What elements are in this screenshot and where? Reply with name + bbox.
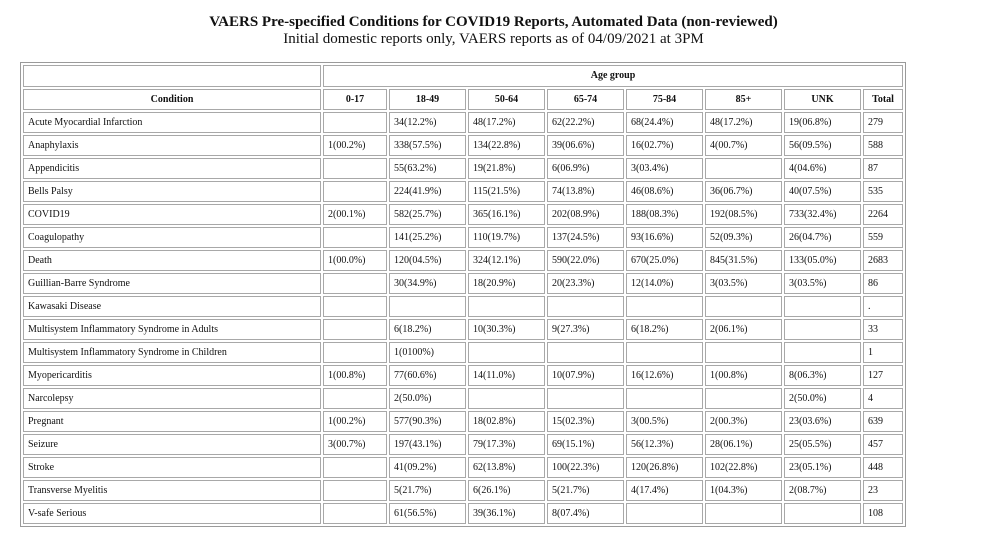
cell-age-0-17	[323, 181, 387, 202]
column-header-85-plus: 85+	[705, 89, 782, 110]
cell-age-65-74: 15(02.3%)	[547, 411, 624, 432]
cell-age-75-84	[626, 342, 703, 363]
cell-condition: COVID19	[23, 204, 321, 225]
cell-age-18-49: 30(34.9%)	[389, 273, 466, 294]
cell-age-65-74: 9(27.3%)	[547, 319, 624, 340]
cell-age-75-84: 120(26.8%)	[626, 457, 703, 478]
cell-age-75-84: 68(24.4%)	[626, 112, 703, 133]
cell-age-75-84: 12(14.0%)	[626, 273, 703, 294]
cell-age-50-64: 48(17.2%)	[468, 112, 545, 133]
cell-age-65-74	[547, 388, 624, 409]
cell-age-50-64: 19(21.8%)	[468, 158, 545, 179]
table-row	[23, 296, 903, 317]
column-header-65-74: 65-74	[547, 89, 624, 110]
cell-total: 448	[863, 457, 903, 478]
cell-age-85-plus: 1(04.3%)	[705, 480, 782, 501]
cell-age-0-17	[323, 457, 387, 478]
cell-condition: Kawasaki Disease	[23, 296, 321, 317]
cell-age-85-plus: 28(06.1%)	[705, 434, 782, 455]
cell-age-50-64: 134(22.8%)	[468, 135, 545, 156]
cell-condition: Pregnant	[23, 411, 321, 432]
cell-age-18-49: 34(12.2%)	[389, 112, 466, 133]
cell-age-18-49: 224(41.9%)	[389, 181, 466, 202]
cell-age-75-84	[626, 296, 703, 317]
column-header-unk: UNK	[784, 89, 861, 110]
column-header-18-49: 18-49	[389, 89, 466, 110]
cell-age-18-49: 6(18.2%)	[389, 319, 466, 340]
cell-age-18-49: 5(21.7%)	[389, 480, 466, 501]
cell-age-unk	[784, 296, 861, 317]
cell-age-18-49: 577(90.3%)	[389, 411, 466, 432]
age-group-header: Age group	[323, 65, 903, 87]
cell-total: 33	[863, 319, 903, 340]
cell-age-unk: 25(05.5%)	[784, 434, 861, 455]
cell-age-85-plus	[705, 342, 782, 363]
table-row	[23, 434, 903, 455]
cell-age-75-84: 16(12.6%)	[626, 365, 703, 386]
cell-age-0-17	[323, 319, 387, 340]
cell-age-unk: 19(06.8%)	[784, 112, 861, 133]
cell-condition: Death	[23, 250, 321, 271]
table-row	[23, 204, 903, 225]
cell-age-50-64: 10(30.3%)	[468, 319, 545, 340]
cell-age-50-64: 365(16.1%)	[468, 204, 545, 225]
table-row	[23, 227, 903, 248]
cell-age-65-74: 10(07.9%)	[547, 365, 624, 386]
cell-age-0-17: 3(00.7%)	[323, 434, 387, 455]
cell-age-85-plus	[705, 388, 782, 409]
cell-age-85-plus: 3(03.5%)	[705, 273, 782, 294]
cell-age-65-74: 39(06.6%)	[547, 135, 624, 156]
cell-age-65-74: 62(22.2%)	[547, 112, 624, 133]
cell-age-0-17	[323, 503, 387, 524]
cell-age-18-49: 55(63.2%)	[389, 158, 466, 179]
cell-age-0-17: 1(00.0%)	[323, 250, 387, 271]
cell-age-65-74: 8(07.4%)	[547, 503, 624, 524]
cell-total: 639	[863, 411, 903, 432]
cell-age-0-17: 1(00.2%)	[323, 411, 387, 432]
cell-condition: Seizure	[23, 434, 321, 455]
cell-age-75-84: 3(03.4%)	[626, 158, 703, 179]
cell-age-65-74: 5(21.7%)	[547, 480, 624, 501]
cell-total: .	[863, 296, 903, 317]
cell-condition: Guillian-Barre Syndrome	[23, 273, 321, 294]
cell-age-unk: 40(07.5%)	[784, 181, 861, 202]
cell-age-85-plus: 102(22.8%)	[705, 457, 782, 478]
cell-condition: Stroke	[23, 457, 321, 478]
cell-age-18-49: 41(09.2%)	[389, 457, 466, 478]
column-header-condition: Condition	[23, 89, 321, 110]
cell-age-0-17	[323, 296, 387, 317]
cell-total: 87	[863, 158, 903, 179]
cell-age-18-49: 582(25.7%)	[389, 204, 466, 225]
cell-age-unk: 3(03.5%)	[784, 273, 861, 294]
cell-condition: Acute Myocardial Infarction	[23, 112, 321, 133]
cell-total: 1	[863, 342, 903, 363]
cell-total: 108	[863, 503, 903, 524]
cell-age-unk: 4(04.6%)	[784, 158, 861, 179]
cell-age-50-64	[468, 342, 545, 363]
cell-age-65-74: 202(08.9%)	[547, 204, 624, 225]
cell-age-unk: 8(06.3%)	[784, 365, 861, 386]
cell-age-unk: 23(05.1%)	[784, 457, 861, 478]
cell-age-0-17: 2(00.1%)	[323, 204, 387, 225]
table-row	[23, 250, 903, 271]
cell-age-18-49: 141(25.2%)	[389, 227, 466, 248]
cell-age-0-17	[323, 388, 387, 409]
cell-condition: Appendicitis	[23, 158, 321, 179]
cell-age-85-plus: 2(06.1%)	[705, 319, 782, 340]
cell-condition: Multisystem Inflammatory Syndrome in Children	[23, 342, 321, 363]
table-row	[23, 181, 903, 202]
table-row	[23, 319, 903, 340]
cell-age-unk: 2(50.0%)	[784, 388, 861, 409]
cell-age-50-64: 110(19.7%)	[468, 227, 545, 248]
cell-age-65-74	[547, 296, 624, 317]
table-row	[23, 388, 903, 409]
page-title: VAERS Pre-specified Conditions for COVID19 Reports, Automated Data (non-reviewed)	[209, 14, 778, 30]
cell-total: 2683	[863, 250, 903, 271]
table-row	[23, 273, 903, 294]
cell-age-85-plus: 192(08.5%)	[705, 204, 782, 225]
cell-age-0-17: 1(00.2%)	[323, 135, 387, 156]
conditions-table	[20, 62, 906, 527]
cell-age-50-64: 324(12.1%)	[468, 250, 545, 271]
cell-total: 279	[863, 112, 903, 133]
cell-age-unk: 56(09.5%)	[784, 135, 861, 156]
cell-age-85-plus: 52(09.3%)	[705, 227, 782, 248]
cell-total: 588	[863, 135, 903, 156]
cell-age-0-17	[323, 227, 387, 248]
cell-age-50-64: 115(21.5%)	[468, 181, 545, 202]
cell-age-85-plus: 845(31.5%)	[705, 250, 782, 271]
cell-condition: Transverse Myelitis	[23, 480, 321, 501]
cell-age-65-74	[547, 342, 624, 363]
cell-condition: Anaphylaxis	[23, 135, 321, 156]
cell-age-18-49: 1(0100%)	[389, 342, 466, 363]
page-subtitle: Initial domestic reports only, VAERS reports as of 04/09/2021 at 3PM	[283, 31, 704, 47]
cell-age-50-64: 18(20.9%)	[468, 273, 545, 294]
table-row	[23, 158, 903, 179]
cell-age-65-74: 20(23.3%)	[547, 273, 624, 294]
cell-age-75-84: 188(08.3%)	[626, 204, 703, 225]
cell-condition: Myopericarditis	[23, 365, 321, 386]
cell-age-unk: 133(05.0%)	[784, 250, 861, 271]
cell-age-18-49: 61(56.5%)	[389, 503, 466, 524]
cell-age-85-plus	[705, 158, 782, 179]
cell-age-unk: 26(04.7%)	[784, 227, 861, 248]
cell-age-50-64	[468, 388, 545, 409]
cell-age-unk: 2(08.7%)	[784, 480, 861, 501]
cell-total: 86	[863, 273, 903, 294]
cell-age-50-64: 62(13.8%)	[468, 457, 545, 478]
table-row	[23, 135, 903, 156]
cell-total: 23	[863, 480, 903, 501]
cell-age-0-17	[323, 342, 387, 363]
cell-age-85-plus: 48(17.2%)	[705, 112, 782, 133]
cell-age-75-84	[626, 388, 703, 409]
table-container	[20, 62, 906, 527]
cell-age-18-49	[389, 296, 466, 317]
cell-age-65-74: 6(06.9%)	[547, 158, 624, 179]
table-row	[23, 503, 903, 524]
cell-age-75-84: 46(08.6%)	[626, 181, 703, 202]
column-header-row	[23, 89, 903, 110]
cell-age-75-84: 3(00.5%)	[626, 411, 703, 432]
cell-age-85-plus	[705, 503, 782, 524]
cell-age-18-49: 120(04.5%)	[389, 250, 466, 271]
cell-age-85-plus	[705, 296, 782, 317]
table-body	[23, 112, 903, 524]
cell-age-75-84	[626, 503, 703, 524]
cell-age-65-74: 69(15.1%)	[547, 434, 624, 455]
cell-condition: Multisystem Inflammatory Syndrome in Adults	[23, 319, 321, 340]
cell-age-18-49: 338(57.5%)	[389, 135, 466, 156]
table-row	[23, 112, 903, 133]
cell-total: 457	[863, 434, 903, 455]
cell-age-50-64: 79(17.3%)	[468, 434, 545, 455]
cell-age-0-17	[323, 273, 387, 294]
cell-condition: Narcolepsy	[23, 388, 321, 409]
table-row	[23, 457, 903, 478]
cell-age-0-17: 1(00.8%)	[323, 365, 387, 386]
cell-age-75-84: 6(18.2%)	[626, 319, 703, 340]
group-header-spacer	[23, 65, 321, 87]
group-header-row	[23, 65, 903, 87]
cell-age-65-74: 100(22.3%)	[547, 457, 624, 478]
cell-age-65-74: 137(24.5%)	[547, 227, 624, 248]
cell-total: 559	[863, 227, 903, 248]
cell-age-0-17	[323, 480, 387, 501]
cell-age-50-64: 14(11.0%)	[468, 365, 545, 386]
column-header-50-64: 50-64	[468, 89, 545, 110]
cell-total: 535	[863, 181, 903, 202]
cell-age-unk: 733(32.4%)	[784, 204, 861, 225]
cell-condition: Coagulopathy	[23, 227, 321, 248]
cell-age-50-64	[468, 296, 545, 317]
table-row	[23, 365, 903, 386]
cell-total: 4	[863, 388, 903, 409]
title-block	[0, 14, 987, 47]
column-header-75-84: 75-84	[626, 89, 703, 110]
cell-age-0-17	[323, 158, 387, 179]
cell-age-75-84: 93(16.6%)	[626, 227, 703, 248]
cell-age-75-84: 4(17.4%)	[626, 480, 703, 501]
cell-age-75-84: 16(02.7%)	[626, 135, 703, 156]
table-row	[23, 342, 903, 363]
cell-total: 127	[863, 365, 903, 386]
cell-age-unk: 23(03.6%)	[784, 411, 861, 432]
cell-age-75-84: 56(12.3%)	[626, 434, 703, 455]
cell-condition: Bells Palsy	[23, 181, 321, 202]
cell-age-unk	[784, 319, 861, 340]
cell-age-65-74: 590(22.0%)	[547, 250, 624, 271]
cell-age-18-49: 197(43.1%)	[389, 434, 466, 455]
cell-age-85-plus: 4(00.7%)	[705, 135, 782, 156]
cell-age-18-49: 77(60.6%)	[389, 365, 466, 386]
cell-age-0-17	[323, 112, 387, 133]
cell-age-65-74: 74(13.8%)	[547, 181, 624, 202]
cell-condition: V-safe Serious	[23, 503, 321, 524]
cell-age-50-64: 18(02.8%)	[468, 411, 545, 432]
cell-age-50-64: 6(26.1%)	[468, 480, 545, 501]
column-header-total: Total	[863, 89, 903, 110]
table-row	[23, 480, 903, 501]
cell-age-85-plus: 2(00.3%)	[705, 411, 782, 432]
cell-age-unk	[784, 342, 861, 363]
column-header-0-17: 0-17	[323, 89, 387, 110]
table-row	[23, 411, 903, 432]
cell-age-50-64: 39(36.1%)	[468, 503, 545, 524]
cell-age-85-plus: 36(06.7%)	[705, 181, 782, 202]
cell-total: 2264	[863, 204, 903, 225]
cell-age-75-84: 670(25.0%)	[626, 250, 703, 271]
cell-age-unk	[784, 503, 861, 524]
cell-age-85-plus: 1(00.8%)	[705, 365, 782, 386]
cell-age-18-49: 2(50.0%)	[389, 388, 466, 409]
